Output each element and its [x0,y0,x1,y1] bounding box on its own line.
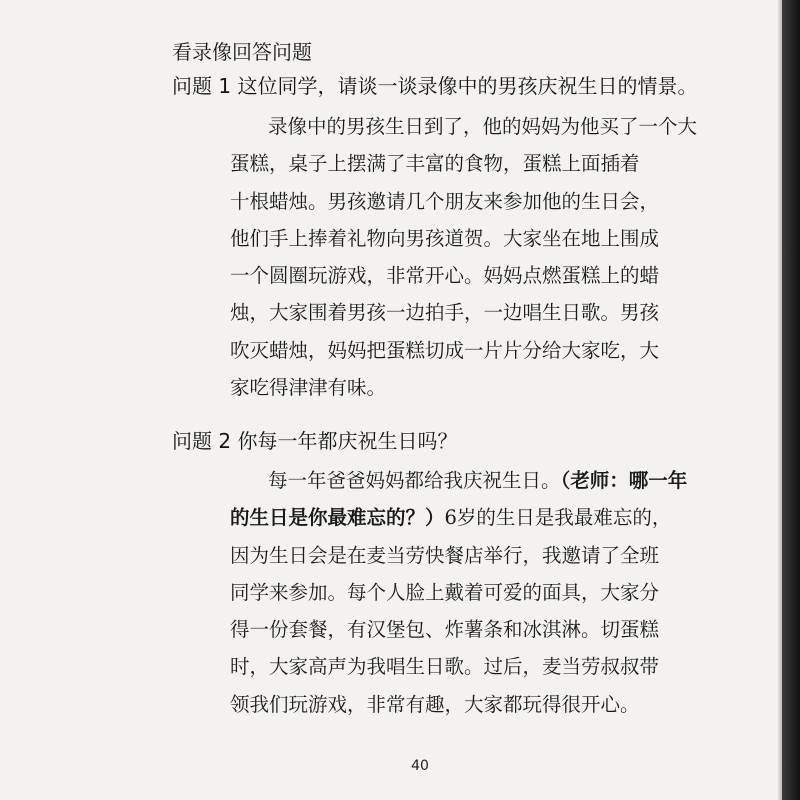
teacher-question: （老师：哪一年 [560,469,688,492]
answer-1-line: 蛋糕，桌子上摆满了丰富的食物，蛋糕上面插着 [230,152,640,176]
section-heading: 看录像回答问题 [172,40,312,64]
book-spine-shadow [782,0,800,800]
answer-2-line: 同学来参加。每个人脸上戴着可爱的面具，大家分 [230,580,660,604]
answer-2-text: 6岁的生日是我最难忘的， [444,506,672,530]
page-number: 40 [411,758,429,774]
answer-2-line [230,499,670,536]
answer-1-line: 他们手上捧着礼物向男孩道贺。大家坐在地上围成 [230,226,660,250]
answer-2-line: 得一份套餐，有汉堡包、炸薯条和冰淇淋。切蛋糕 [230,618,660,642]
question-2-label: 问题 2 [172,429,232,453]
answer-2-line: 领我们玩游戏，非常有趣，大家都玩得很开心。 [230,692,640,716]
answer-2-line [230,462,688,499]
answer-1-line: 家吃得津津有味。 [230,376,387,400]
question-2 [172,427,457,455]
answer-1 [230,108,698,406]
answer-1-line: 一个圆圈玩游戏，非常开心。妈妈点燃蛋糕上的蜡 [230,264,660,288]
answer-2-line: 时，大家高声为我唱生日歌。过后，麦当劳叔叔带 [230,655,660,679]
answer-1-line: 录像中的男孩生日到了，他的妈妈为他买了一个大 [268,115,698,138]
question-1-text: 这位同学，请谈一谈录像中的男孩庆祝生日的情景。 [237,74,698,98]
question-1-label: 问题 1 [172,74,232,98]
question-2-text: 你每一年都庆祝生日吗？ [237,429,458,453]
answer-1-line: 吹灭蜡烛，妈妈把蛋糕切成一片片分给大家吃，大 [230,338,660,362]
answer-1-line: 烛，大家围着男孩一边拍手，一边唱生日歌。男孩 [230,301,660,325]
answer-2-text: 每一年爸爸妈妈都给我庆祝生日。 [268,469,561,492]
answer-1-line: 十根蜡烛。男孩邀请几个朋友来参加他的生日会， [230,189,660,213]
teacher-question: 的生日是你最难忘的？） [230,506,445,530]
answer-2 [230,462,688,723]
answer-2-line: 因为生日会是在麦当劳快餐店举行，我邀请了全班 [230,543,660,567]
question-1 [172,72,697,100]
